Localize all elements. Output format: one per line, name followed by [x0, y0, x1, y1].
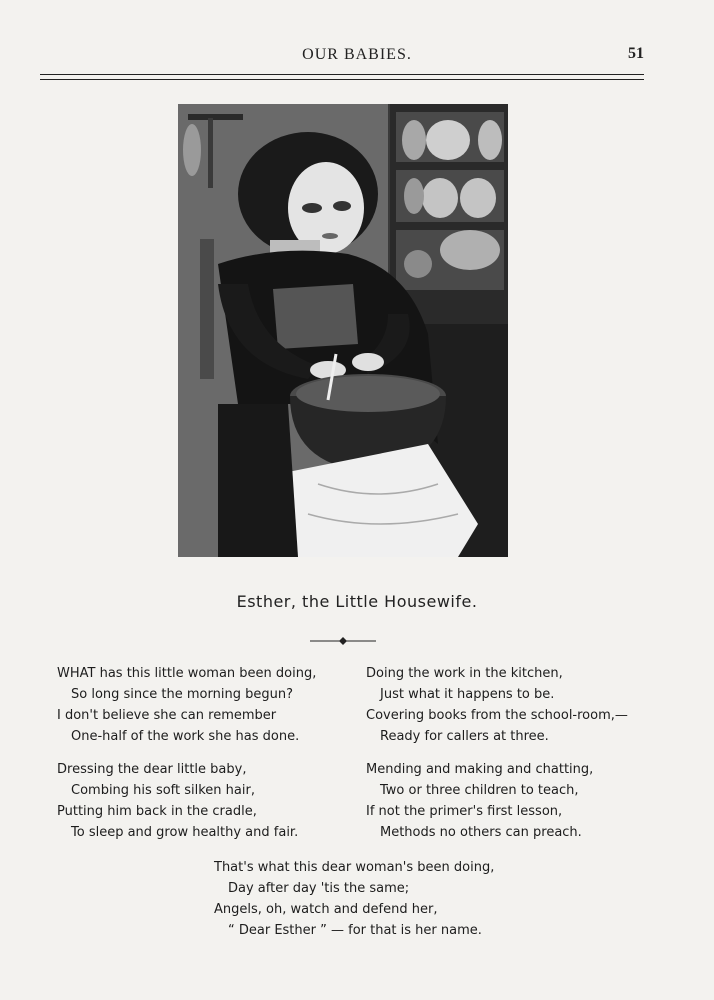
poem-stanza-1	[57, 663, 316, 747]
girl-stirring-pot-engraving-icon	[178, 104, 508, 557]
illustration-caption: Esther, the Little Housewife.	[236, 592, 478, 611]
poem-line: Just what it happens to be.	[380, 687, 555, 702]
poem-line: “ Dear Esther ” — for that is her name.	[228, 923, 482, 938]
poem-line: Two or three children to teach,	[380, 783, 579, 798]
running-head: OUR BABIES.	[302, 46, 412, 63]
poem-line: Mending and making and chatting,	[366, 762, 594, 777]
poem-line: That's what this dear woman's been doing,	[214, 860, 495, 875]
poem-closing-stanza	[214, 857, 494, 941]
divider-ornament-icon	[310, 636, 376, 646]
header-rule-thick	[40, 74, 644, 75]
poem-right-column	[366, 663, 628, 855]
poem-line: WHAT has this little woman been doing,	[57, 666, 317, 681]
poem-line: Day after day 'tis the same;	[228, 881, 410, 896]
poem-left-column	[57, 663, 316, 855]
poem-line: I don't believe she can remember	[57, 708, 277, 723]
poem-stanza-3	[366, 663, 628, 747]
poem-line: Putting him back in the cradle,	[57, 804, 257, 819]
poem-line: If not the primer's first lesson,	[366, 804, 563, 819]
poem-line: To sleep and grow healthy and fair.	[71, 825, 299, 840]
poem-stanza-4	[366, 759, 628, 843]
poem-line: Covering books from the school-room,—	[366, 708, 628, 723]
poem-line: Doing the work in the kitchen,	[366, 666, 563, 681]
header-rule-thin	[40, 79, 644, 80]
poem-line: Combing his soft silken hair,	[71, 783, 255, 798]
poem-line: So long since the morning begun?	[71, 687, 293, 702]
poem-line: One-half of the work she has done.	[71, 729, 300, 744]
poem-line: Dressing the dear little baby,	[57, 762, 247, 777]
page-number: 51	[628, 45, 644, 62]
poem-line: Angels, oh, watch and defend her,	[214, 902, 438, 917]
poem-line: Methods no others can preach.	[380, 825, 582, 840]
poem-stanza-2	[57, 759, 316, 843]
poem-line: Ready for callers at three.	[380, 729, 549, 744]
